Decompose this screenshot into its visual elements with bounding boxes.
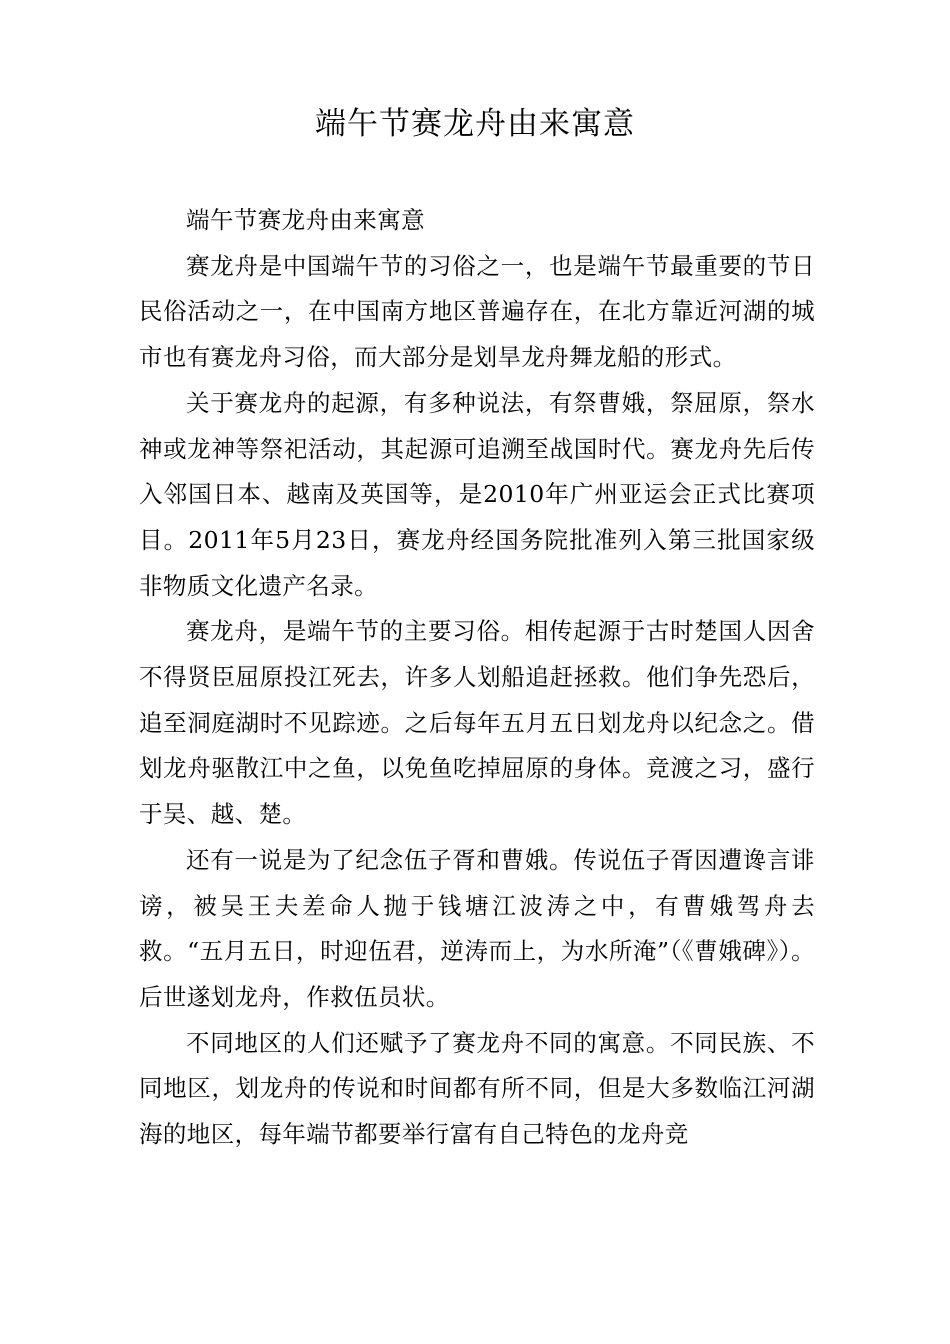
paragraph-regional-meaning: 不同地区的人们还赋予了赛龙舟不同的寓意。不同民族、不同地区，划龙舟的传说和时间都有所不同，但是大多数临江河湖海的地区，每年端节都要举行富有自己特色的龙舟竞 <box>139 1028 815 1149</box>
paragraph-wuzixu: 还有一说是为了纪念伍子胥和曹娥。传说伍子胥因遭谗言诽谤，被吴王夫差命人抛于钱塘江波涛之中，有曹娥驾舟去救。“五月五日，时迎伍君，逆涛而上，为水所淹”（《曹娥碑》）。后世遂划龙舟，作救伍员状。 <box>139 845 815 1011</box>
document-body <box>139 198 815 1158</box>
document-title: 端午节赛龙舟由来寓意 <box>315 106 635 142</box>
paragraph-subtitle: 端午节赛龙舟由来寓意 <box>186 206 425 234</box>
paragraph-quyuan: 赛龙舟，是端午节的主要习俗。相传起源于古时楚国人因舍不得贤臣屈原投江死去，许多人划船追赶拯救。他们争先恐后，追至洞庭湖时不见踪迹。之后每年五月五日划龙舟以纪念之。借划龙舟驱散江中之鱼，以免鱼吃掉屈原的身体。竞渡之习，盛行于吴、越、楚。 <box>139 617 815 829</box>
paragraph-intro: 赛龙舟是中国端午节的习俗之一，也是端午节最重要的节日民俗活动之一，在中国南方地区普遍存在，在北方靠近河湖的城市也有赛龙舟习俗，而大部分是划旱龙舟舞龙船的形式。 <box>139 251 815 372</box>
paragraph-origin: 关于赛龙舟的起源，有多种说法，有祭曹娥，祭屈原，祭水神或龙神等祭祀活动，其起源可追溯至战国时代。赛龙舟先后传入邻国日本、越南及英国等，是2010年广州亚运会正式比赛项目。2011年5月23日，赛龙舟经国务院批准列入第三批国家级非物质文化遗产名录。 <box>139 388 815 600</box>
